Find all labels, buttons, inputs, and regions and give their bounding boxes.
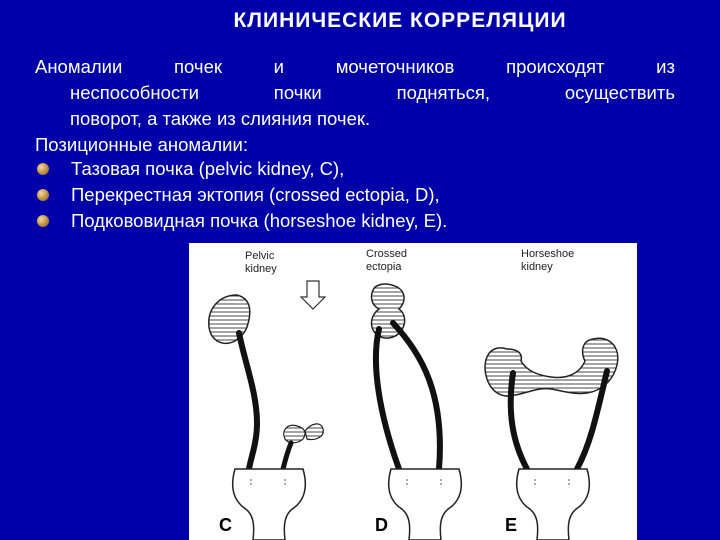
list-item bbox=[35, 182, 447, 208]
down-arrow-icon bbox=[301, 281, 325, 309]
bullet-text: Подкововидная почка (horseshoe kidney, E). bbox=[71, 210, 448, 231]
bullet-icon bbox=[37, 189, 49, 201]
caption-crossed-1: Crossed bbox=[366, 248, 407, 260]
intro-paragraph bbox=[35, 54, 675, 158]
list-item bbox=[35, 156, 447, 182]
caption-pelvic-2: kidney bbox=[245, 263, 277, 275]
panel-pelvic-kidney bbox=[209, 295, 323, 540]
intro-word: и bbox=[273, 56, 284, 77]
intro-word: из bbox=[656, 56, 675, 77]
subheading: Позиционные аномалии: bbox=[35, 134, 248, 155]
list-item bbox=[35, 208, 447, 234]
intro-word: почки bbox=[273, 82, 322, 103]
intro-line-2 bbox=[35, 80, 675, 106]
intro-word: подняться, bbox=[396, 82, 491, 103]
intro-word: почек bbox=[174, 56, 222, 77]
caption-horseshoe-1: Horseshoe bbox=[521, 248, 575, 260]
intro-word: мочеточников bbox=[335, 56, 455, 77]
bullet-text: Перекрестная эктопия (crossed ectopia, D), bbox=[71, 184, 440, 205]
intro-line-1 bbox=[35, 54, 675, 80]
bullet-icon bbox=[37, 215, 49, 227]
kidney-anomalies-figure bbox=[189, 243, 637, 540]
panel-letter-e: E bbox=[505, 515, 518, 535]
caption-crossed-2: ectopia bbox=[366, 261, 402, 273]
figure-drawing bbox=[189, 243, 637, 540]
slide-title bbox=[0, 9, 720, 33]
caption-pelvic-1: Pelvic bbox=[245, 250, 275, 262]
intro-line-3: поворот, а также из слияния почек. bbox=[70, 108, 371, 129]
panel-letter-c: C bbox=[219, 515, 232, 535]
caption-horseshoe-2: kidney bbox=[521, 261, 553, 273]
bullet-text: Тазовая почка (pelvic kidney, C), bbox=[71, 158, 345, 179]
panel-letter-d: D bbox=[375, 515, 388, 535]
intro-word: осуществить bbox=[564, 82, 675, 103]
panel-horseshoe-kidney bbox=[485, 338, 618, 540]
intro-word: Аномалии bbox=[35, 56, 123, 77]
intro-word: происходят bbox=[506, 56, 605, 77]
bullet-list bbox=[35, 156, 447, 234]
slide-title-text: КЛИНИЧЕСКИЕ КОРРЕЛЯЦИИ bbox=[233, 9, 567, 32]
panel-crossed-ectopia bbox=[372, 284, 462, 540]
bullet-icon bbox=[37, 163, 49, 175]
intro-word: неспособности bbox=[70, 82, 199, 103]
